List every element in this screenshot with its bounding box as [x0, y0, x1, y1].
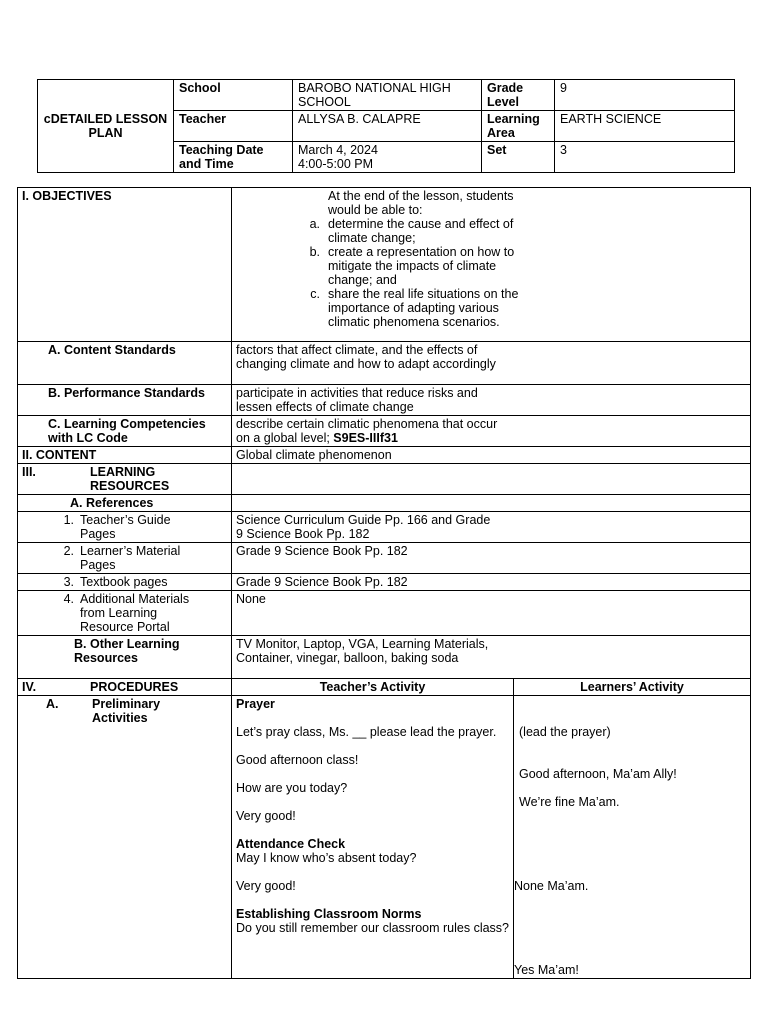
attendance-heading: Attendance Check — [236, 837, 346, 851]
reference-row: 3. Textbook pages Grade 9 Science Book Pp. 182 — [18, 574, 751, 591]
resources-label: III. LEARNING RESOURCES — [18, 464, 232, 495]
lesson-plan-header — [37, 79, 735, 173]
grade-value: 9 — [555, 80, 735, 111]
grade-label: Grade Level — [482, 80, 555, 111]
area-value: EARTH SCIENCE — [555, 111, 735, 142]
teacher-value: ALLYSA B. CALAPRE — [293, 111, 482, 142]
plan-title: cDETAILED LESSON PLAN — [38, 80, 174, 173]
content-value: Global climate phenomenon — [232, 447, 751, 464]
school-label: School — [174, 80, 293, 111]
date-value: March 4, 2024 — [298, 143, 378, 157]
school-value: BAROBO NATIONAL HIGH SCHOOL — [293, 80, 482, 111]
teacher-activity-header: Teacher’s Activity — [232, 679, 514, 696]
content-standards-label: A. Content Standards — [18, 342, 232, 385]
objective-item: b. create a representation on how to mitigate the impacts of climate change; and — [309, 245, 515, 287]
competencies-label: C. Learning Competencies with LC Code — [18, 416, 232, 447]
prayer-heading: Prayer — [236, 697, 275, 711]
other-resources-value: TV Monitor, Laptop, VGA, Learning Materials, Container, vinegar, balloon, baking soda — [232, 636, 751, 679]
reference-row: 4. Additional Materials from Learning Resource Portal None — [18, 591, 751, 636]
references-label: A. References — [18, 495, 232, 512]
competencies-value: describe certain climatic phenomena that occur on a global level; S9ES-IIIf31 — [232, 416, 751, 447]
set-value: 3 — [555, 142, 735, 173]
date-time-value — [293, 142, 482, 173]
learner-activity-cell: (lead the prayer) Good afternoon, Ma’am Ally! We’re fine Ma’am. None Ma’am. Yes Ma’am! — [514, 696, 751, 979]
procedures-header-row — [18, 679, 751, 696]
objectives-cell — [232, 188, 751, 342]
objectives-intro: At the end of the lesson, students would be able to: — [328, 189, 514, 217]
objectives-label: I. OBJECTIVES — [18, 188, 232, 342]
reference-row: 2. Learner’s Material Pages Grade 9 Science Book Pp. 182 — [18, 543, 751, 574]
content-standards-value: factors that affect climate, and the effects of changing climate and how to adapt accordingly — [232, 342, 751, 385]
learner-activity-header: Learners’ Activity — [514, 679, 751, 696]
other-resources-label: B. Other Learning Resources — [18, 636, 232, 679]
procedures-label: IV. PROCEDURES — [18, 679, 232, 696]
teacher-label: Teacher — [174, 111, 293, 142]
lc-code: S9ES-IIIf31 — [333, 431, 398, 445]
norms-heading: Establishing Classroom Norms — [236, 907, 422, 921]
objectives-row — [18, 188, 751, 342]
objective-item: a. determine the cause and effect of climate change; — [309, 217, 514, 245]
teacher-activity-cell: Prayer Let’s pray class, Ms. __ please lead the prayer. Good afternoon class! How are you today? Very good! Attendance Check May I know who’s absent today? Very good! Establishing Classroom Norms Do you still remember our classroom rules class? — [232, 696, 514, 979]
objective-item: c. share the real life situations on the importance of adapting various climatic phenomena scenarios. — [310, 287, 519, 329]
preliminary-activities-row: A. Preliminary Activities Prayer Let’s pray class, Ms. __ please lead the prayer. Good afternoon class! How are you today? Very good! Attendance Check May I know who’s absent today? Very good! Establishing Classroom Norms Do you still remember our classroom rules class? (lead the prayer) Good afternoon, Ma’am Ally! We’re fine Ma’am. None Ma’am. Yes Ma’am! — [18, 696, 751, 979]
date-label: Teaching Date and Time — [174, 142, 293, 173]
area-label: Learning Area — [482, 111, 555, 142]
set-label: Set — [482, 142, 555, 173]
performance-standards-label: B. Performance Standards — [18, 385, 232, 416]
reference-row: 1. Teacher’s Guide Pages Science Curriculum Guide Pp. 166 and Grade 9 Science Book Pp. 182 — [18, 512, 751, 543]
content-label: II. CONTENT — [18, 447, 232, 464]
performance-standards-value: participate in activities that reduce risks and lessen effects of climate change — [232, 385, 751, 416]
lesson-plan-body — [17, 187, 751, 979]
preliminary-label: Preliminary Activities — [92, 697, 161, 725]
time-value: 4:00-5:00 PM — [298, 157, 374, 171]
